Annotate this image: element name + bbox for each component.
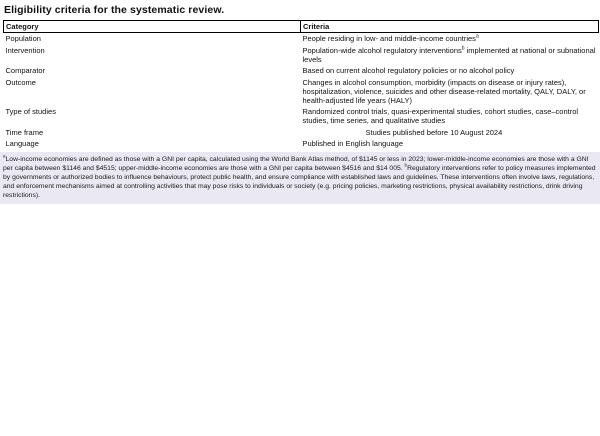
criteria-text: Population-wide alcohol regulatory interventions <box>302 45 462 55</box>
footnote-b-marker: b <box>404 162 408 168</box>
category-time-frame: Time frame <box>5 127 44 137</box>
criteria-comparator <box>301 65 599 77</box>
footnote-a-marker: a <box>3 153 6 159</box>
criteria-text: Studies published before 10 August 2024 <box>365 127 503 137</box>
category-population: Population <box>5 34 41 43</box>
category-outcome: Outcome <box>5 77 36 87</box>
criteria-text: Randomized control trials, quasi-experimental studies, cohort studies, case–control studies, time series, and qualitative studies <box>302 107 579 125</box>
table-row <box>4 77 599 107</box>
table-row <box>4 127 599 139</box>
category-comparator: Comparator <box>5 66 46 75</box>
criteria-text: People residing in low- and middle-income countries <box>302 34 476 43</box>
footnote-b-text: Regulatory interventions refer to policy measures implemented by governments or authorized bodies to influence behaviours, protect public health, and ensure compliance with established laws and guidelines. These interventions often involve laws, regulations, and enforcement mechanisms aimed at controlling activities that may pose risks to individuals or society (e.g. pricing policies, marketing restrictions, physical availability restrictions, drink driving restrictions). <box>3 164 596 199</box>
table-header-row <box>4 21 599 33</box>
footnote-marker-b: b <box>461 45 465 51</box>
criteria-text: Based on current alcohol regulatory policies or no alcohol policy <box>302 66 515 75</box>
eligibility-criteria-table <box>3 20 599 150</box>
criteria-population <box>301 33 599 45</box>
table-footnotes <box>0 152 600 204</box>
column-header-category: Category <box>4 21 301 33</box>
page <box>0 0 600 204</box>
criteria-language <box>301 138 599 150</box>
category-type-of-studies: Type of studies <box>5 107 56 116</box>
table-row <box>4 65 599 77</box>
table-title: Eligibility criteria for the systematic review. <box>4 4 225 16</box>
column-header-criteria: Criteria <box>301 21 599 33</box>
footnote-a-text: Low-income economies are defined as those with a GNI per capita, calculated using the World Bank Atlas method, of $1145 or less in 2023; lower-middle-income economies are those with a GNI per capita between $1146 and $4515; upper-middle-income economies are those with a GNI per capita between $4516 and $14 005. <box>3 155 589 172</box>
criteria-text: Changes in alcohol consumption, morbidity (impacts on disease or injury rates), hospitalization, violence, suicides and other disease-related mortality, QALY, DALY, or health-adjusted life years (HALY) <box>302 77 586 105</box>
category-language: Language <box>5 139 39 148</box>
category-intervention: Intervention <box>5 45 45 55</box>
criteria-text: Published in English language <box>302 139 403 148</box>
footnote-marker-a: a <box>475 33 479 40</box>
table-row <box>4 138 599 150</box>
criteria-outcome <box>301 77 599 107</box>
table-row <box>4 45 599 66</box>
criteria-time-frame <box>301 127 599 139</box>
criteria-type-of-studies <box>301 106 599 127</box>
table-row <box>4 33 599 45</box>
criteria-intervention <box>301 45 599 66</box>
criteria-text: implemented at national or subnational levels <box>302 45 596 64</box>
table-row <box>4 106 599 127</box>
